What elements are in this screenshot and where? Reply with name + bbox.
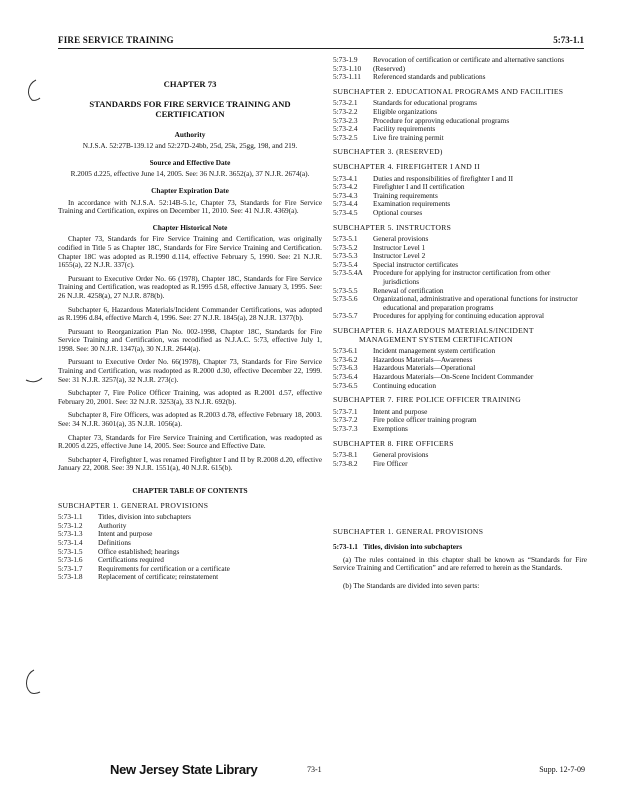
- toc-item: 5:73-2.4 Facility requirements: [333, 124, 436, 134]
- toc-list-sub1-left: [58, 513, 322, 582]
- toc-item: 5:73-1.11 Referenced standards and publications: [333, 72, 486, 82]
- paragraph-a: (a) The rules contained in this chapter shall be known as “Standards for Fire Service Training and Certification” and are referred to herein as the Standards.: [333, 554, 587, 573]
- toc-item: 5:73-5.3 Instructor Level 2: [333, 251, 426, 261]
- source-text: R.2005 d.225, effective June 14, 2005. See: 36 N.J.R. 3652(a), 37 N.J.R. 2674(a).: [70, 169, 310, 179]
- toc-item: 5:73-4.5 Optional courses: [333, 207, 423, 217]
- toc-item: 5:73-8.1 General provisions: [333, 450, 429, 460]
- authority-label: Authority: [174, 129, 206, 139]
- history-paragraph: Chapter 73, Standards for Fire Service Training and Certification, was originally codified in Title 5 as Chapter 18C, Standards for Fire Service Training and Certification. Chapter 18C was adopted as R.1990 d.114, effective February 5, 1990. See: 21 N.J.R. 1655(a), 22 N.J.R. 337(c).: [58, 234, 322, 270]
- toc-item: 5:73-5.7 Procedures for applying for continuing education approval: [333, 311, 545, 321]
- toc-list-sub1-right: [333, 56, 587, 82]
- toc-subchapter-4: SUBCHAPTER 4. FIREFIGHTER I AND II: [333, 161, 480, 171]
- paragraph-b: (b) The Standards are divided into seven parts:: [343, 580, 480, 590]
- toc-item: 5:73-2.5 Live fire training permit: [333, 132, 444, 142]
- toc-list-sub5: [333, 235, 587, 321]
- toc-item: 5:73-5.5 Renewal of certification: [333, 285, 444, 295]
- expiration-text: In accordance with N.J.S.A. 52:14B-5.1c, Chapter 73, Standards for Fire Service Training and Certification, expires on December 11, 2010. See: 41 N.J.R. 4369(a).: [58, 197, 322, 216]
- toc-item: 5:73-4.3 Training requirements: [333, 190, 438, 200]
- toc-item: 5:73-5.4A Procedure for applying for instructor certification from other jurisdictions: [333, 268, 551, 287]
- left-column: [58, 56, 322, 582]
- toc-item: 5:73-1.8 Replacement of certificate; reinstatement: [58, 572, 219, 582]
- toc-heading: CHAPTER TABLE OF CONTENTS: [132, 486, 248, 495]
- toc-subchapter-7: SUBCHAPTER 7. FIRE POLICE OFFICER TRAINING: [333, 395, 521, 405]
- toc-list-sub4: [333, 175, 587, 218]
- toc-item: 5:73-4.1 Duties and responsibilities of firefighter I and II: [333, 173, 514, 183]
- toc-item: 5:73-1.1 Titles, division into subchapters: [58, 512, 191, 522]
- toc-item: 5:73-6.3 Hazardous Materials—Operational: [333, 363, 476, 373]
- section-number: 5:73-1.1: [333, 541, 358, 551]
- chapter-title: STANDARDS FOR FIRE SERVICE TRAINING AND CERTIFICATION: [89, 98, 291, 119]
- section-heading: [333, 543, 587, 552]
- supplement-date: Supp. 12-7-09: [539, 765, 585, 774]
- toc-list-sub8: [333, 451, 587, 468]
- body-subchapter-heading: SUBCHAPTER 1. GENERAL PROVISIONS: [333, 527, 484, 537]
- toc-item: 5:73-5.1 General provisions: [333, 234, 429, 244]
- history-paragraph: Chapter 73, Standards for Fire Service Training and Certification, was readopted as R.2005 d.225, effective June 14, 2005. See: Source and Effective Date.: [58, 432, 322, 451]
- toc-item: 5:73-7.3 Exemptions: [333, 423, 408, 433]
- toc-item: 5:73-7.1 Intent and purpose: [333, 406, 428, 416]
- toc-subchapter-6: SUBCHAPTER 6. HAZARDOUS MATERIALS/INCIDENT MANAGEMENT SYSTEM CERTIFICATION: [333, 326, 534, 344]
- library-watermark: New Jersey State Library: [110, 762, 258, 777]
- toc-item: 5:73-4.2 Firefighter I and II certification: [333, 182, 465, 192]
- right-column: [333, 56, 587, 595]
- header-section: 5:73-1.1: [553, 35, 584, 45]
- authority-text: N.J.S.A. 52:27B-139.12 and 52:27D-24bb, 25d, 25k, 25gg, 198, and 219.: [82, 141, 298, 151]
- toc-item: 5:73-1.10 (Reserved): [333, 63, 406, 73]
- toc-item: 5:73-6.4 Hazardous Materials—On-Scene Incident Commander: [333, 372, 534, 381]
- page-number: 73-1: [307, 765, 322, 774]
- toc-item: 5:73-6.1 Incident management system certification: [333, 346, 496, 356]
- toc-item: 5:73-1.9 Revocation of certification or certificate and alternative sanctions: [333, 55, 565, 64]
- page-footer: [0, 762, 618, 782]
- toc-item: 5:73-4.4 Examination requirements: [333, 199, 451, 209]
- punch-mark-icon: [24, 372, 44, 386]
- history-paragraph: Subchapter 6, Hazardous Materials/Incident Commander Certifications, was adopted as R.1996 d.84, effective March 4, 1996. See: 27 N.J.R. 1845(a), 28 N.J.R. 1377(b).: [58, 304, 322, 323]
- toc-item: 5:73-6.2 Hazardous Materials—Awareness: [333, 354, 473, 364]
- toc-item: 5:73-8.2 Fire Officer: [333, 458, 408, 468]
- toc-item: 5:73-7.2 Fire police officer training program: [333, 415, 477, 425]
- toc-subchapter-1: SUBCHAPTER 1. GENERAL PROVISIONS: [58, 500, 209, 510]
- toc-item: 5:73-2.2 Eligible organizations: [333, 106, 438, 116]
- toc-subchapter-8: SUBCHAPTER 8. FIRE OFFICERS: [333, 438, 454, 448]
- header-title: FIRE SERVICE TRAINING: [58, 35, 174, 45]
- history-paragraph: Subchapter 8, Fire Officers, was adopted as R.2003 d.78, effective February 18, 2003. See: 34 N.J.R. 3601(a), 35 N.J.R. 1056(a).: [58, 410, 322, 429]
- toc-item: 5:73-6.5 Continuing education: [333, 380, 437, 390]
- history-paragraph: Pursuant to Reorganization Plan No. 002-1998, Chapter 18C, Standards for Fire Service Training and Certification, was recodified as N.J.A.C. 5:73, effective July 1, 1998. See: 30 N.J.R. 1347(a), 30 N.J.R. 2644(a).: [58, 326, 322, 353]
- punch-mark-icon: [20, 668, 42, 698]
- toc-item: 5:73-2.3 Procedure for approving educational programs: [333, 115, 510, 125]
- toc-list-sub7: [333, 408, 587, 434]
- history-paragraph: Subchapter 4, Firefighter I, was renamed Firefighter I and II by R.2008 d.20, effective January 22, 2008. See: 39 N.J.R. 1551(a), 40 N.J.R. 615(b).: [58, 454, 322, 473]
- history-paragraph: Pursuant to Executive Order No. 66(1978), Chapter 73, Standards for Fire Service Training and Certification, was readopted as R.2000 d.30, effective December 22, 1999. See: 31 N.J.R. 3257(a), 32 N.J.R. 273(c).: [58, 357, 322, 384]
- toc-item: 5:73-1.3 Intent and purpose: [58, 529, 153, 539]
- punch-mark-icon: [22, 78, 42, 104]
- toc-item: 5:73-1.4 Definitions: [58, 537, 131, 547]
- expiration-label: Chapter Expiration Date: [151, 185, 229, 195]
- running-header: [58, 30, 584, 49]
- chapter-number: CHAPTER 73: [163, 79, 217, 89]
- toc-item: 5:73-5.2 Instructor Level 1: [333, 242, 426, 252]
- toc-list-sub6: [333, 347, 587, 390]
- section-title: Titles, division into subchapters: [363, 541, 463, 551]
- source-label: Source and Effective Date: [149, 157, 231, 167]
- toc-item: 5:73-1.2 Authority: [58, 520, 127, 530]
- toc-subchapter-5: SUBCHAPTER 5. INSTRUCTORS: [333, 222, 452, 232]
- toc-item: 5:73-1.5 Office established; hearings: [58, 546, 180, 556]
- toc-subchapter-2: SUBCHAPTER 2. EDUCATIONAL PROGRAMS AND FACILITIES: [333, 86, 564, 96]
- toc-subchapter-3: SUBCHAPTER 3. (RESERVED): [333, 147, 443, 157]
- history-label: Chapter Historical Note: [152, 222, 228, 232]
- toc-item: 5:73-5.4 Special instructor certificates: [333, 259, 459, 269]
- history-paragraph: Pursuant to Executive Order No. 66 (1978), Chapter 18C, Standards for Fire Service Training and Certification, was readopted as R.1995 d.58, effective January 3, 1995. See: 26 N.J.R. 4258(a), 27 N.J.R. 878(b).: [58, 273, 322, 300]
- toc-item: 5:73-1.6 Certifications required: [58, 555, 164, 565]
- toc-item: 5:73-5.6 Organizational, administrative and operational functions for instructor educational and preparation programs: [333, 294, 578, 312]
- toc-list-sub2: [333, 99, 587, 142]
- history-paragraph: Subchapter 7, Fire Police Officer Training, was adopted as R.2001 d.57, effective February 20, 2001. See: 32 N.J.R. 3253(a), 33 N.J.R. 692(b).: [58, 388, 322, 406]
- toc-item: 5:73-1.7 Requirements for certification or a certificate: [58, 563, 230, 573]
- toc-item: 5:73-2.1 Standards for educational programs: [333, 98, 477, 108]
